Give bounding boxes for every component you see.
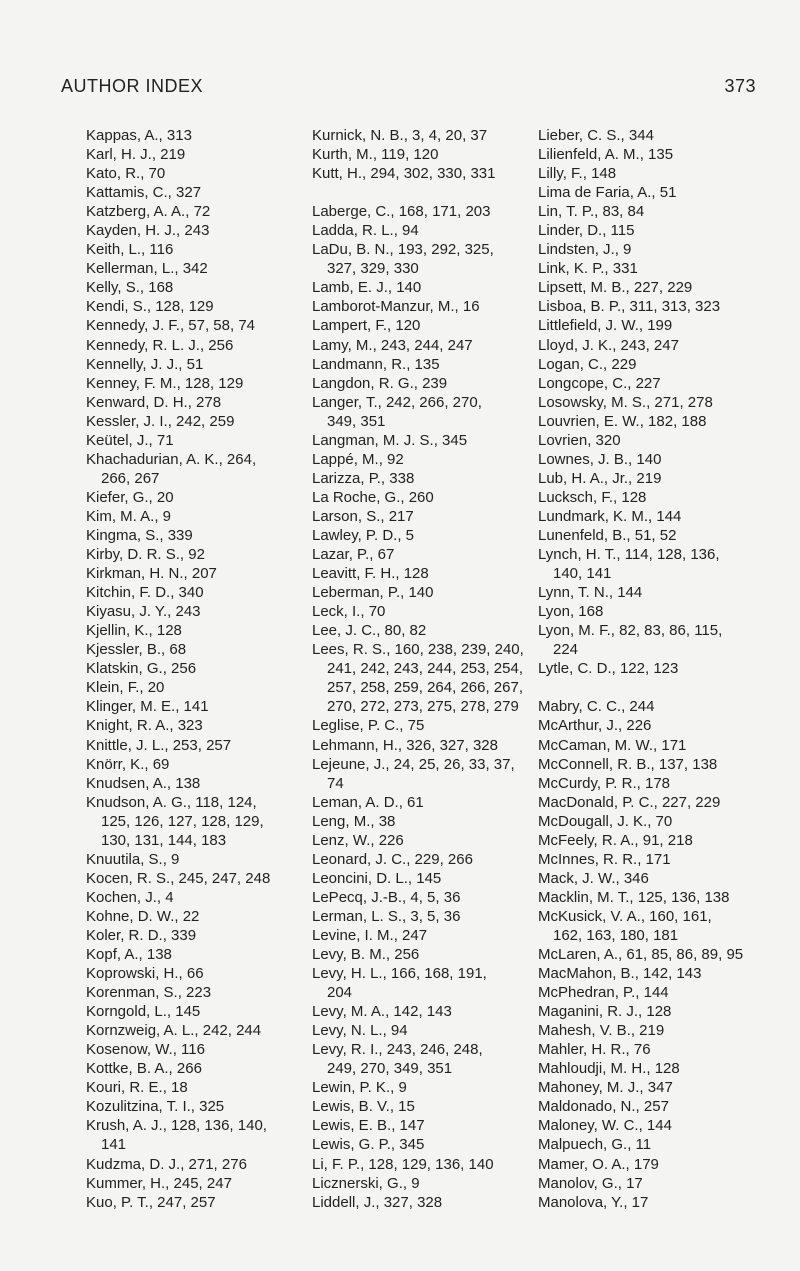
index-entry: Littlefield, J. W., 199 xyxy=(538,317,673,335)
index-entry: Kuo, P. T., 247, 257 xyxy=(86,1193,216,1211)
index-entry: Kiefer, G., 20 xyxy=(86,488,174,506)
index-entry: Lytle, C. D., 122, 123 xyxy=(538,660,679,678)
index-entry: McKusick, V. A., 160, 161, xyxy=(538,907,712,925)
index-entry: Lynch, H. T., 114, 128, 136, xyxy=(538,546,720,564)
index-entry-continuation: 141 xyxy=(101,1136,127,1154)
index-entry: McCaman, M. W., 171 xyxy=(538,736,687,754)
index-entry: Kennelly, J. J., 51 xyxy=(86,355,204,373)
running-title: AUTHOR INDEX xyxy=(61,76,204,96)
index-entry: Liddell, J., 327, 328 xyxy=(312,1193,443,1211)
index-entry-continuation: 162, 163, 180, 181 xyxy=(553,926,679,944)
index-entry: Mahesh, V. B., 219 xyxy=(538,1022,665,1040)
index-entry: Kendi, S., 128, 129 xyxy=(86,298,214,316)
index-entry: Kutt, H., 294, 302, 330, 331 xyxy=(312,165,496,183)
index-entry: McCurdy, P. R., 178 xyxy=(538,774,670,792)
index-entry: Lyon, 168 xyxy=(538,603,604,621)
index-entry: Lamy, M., 243, 244, 247 xyxy=(312,336,473,354)
index-entry: Kessler, J. I., 242, 259 xyxy=(86,412,235,430)
index-entry: Kottke, B. A., 266 xyxy=(86,1060,202,1078)
index-entry: Levine, I. M., 247 xyxy=(312,926,428,944)
index-entry: LaDu, B. N., 193, 292, 325, xyxy=(312,241,494,259)
index-entry: Lyon, M. F., 82, 83, 86, 115, xyxy=(538,622,723,640)
index-entry: Knight, R. A., 323 xyxy=(86,717,203,735)
index-entry: Karl, H. J., 219 xyxy=(86,146,186,164)
index-entry: Lehmann, H., 326, 327, 328 xyxy=(312,736,498,754)
index-entry: Kiyasu, J. Y., 243 xyxy=(86,603,201,621)
index-entry: Lee, J. C., 80, 82 xyxy=(312,622,427,640)
index-entry: Ladda, R. L., 94 xyxy=(312,222,419,240)
index-entry: Kattamis, C., 327 xyxy=(86,184,202,202)
index-entry-continuation: 130, 131, 144, 183 xyxy=(101,831,227,849)
index-entry: Kellerman, L., 342 xyxy=(86,260,208,278)
index-entry: Leavitt, F. H., 128 xyxy=(312,565,429,583)
index-entry: Khachadurian, A. K., 264, xyxy=(86,450,257,468)
index-entry: Leonard, J. C., 229, 266 xyxy=(312,850,473,868)
index-entry-continuation: 204 xyxy=(327,984,353,1002)
index-entry: Lilly, F., 148 xyxy=(538,165,617,183)
index-entry: Mahler, H. R., 76 xyxy=(538,1041,651,1059)
index-entry-continuation: 224 xyxy=(553,641,579,659)
index-entry: Malpuech, G., 11 xyxy=(538,1136,652,1154)
index-entry: Keütel, J., 71 xyxy=(86,431,174,449)
index-entry: Longcope, C., 227 xyxy=(538,374,661,392)
index-entry: Lynn, T. N., 144 xyxy=(538,584,643,602)
index-entry: Lerman, L. S., 3, 5, 36 xyxy=(312,907,461,925)
index-entry: Lewis, G. P., 345 xyxy=(312,1136,425,1154)
index-entry: Landmann, R., 135 xyxy=(312,355,440,373)
index-entry: Manolova, Y., 17 xyxy=(538,1193,649,1211)
page-number: 373 xyxy=(724,76,756,96)
index-entry: Levy, M. A., 142, 143 xyxy=(312,1003,452,1021)
index-entry: Kudzma, D. J., 271, 276 xyxy=(86,1155,247,1173)
index-entry: Krush, A. J., 128, 136, 140, xyxy=(86,1117,267,1135)
index-entry: Levy, B. M., 256 xyxy=(312,946,420,964)
index-entry: Link, K. P., 331 xyxy=(538,260,638,278)
index-entry: Mahoney, M. J., 347 xyxy=(538,1079,673,1097)
index-entry: Laberge, C., 168, 171, 203 xyxy=(312,203,491,221)
index-entry: Kenney, F. M., 128, 129 xyxy=(86,374,244,392)
index-entry-continuation: 74 xyxy=(327,774,344,792)
index-entry: Klinger, M. E., 141 xyxy=(86,698,209,716)
index-entry-continuation: 140, 141 xyxy=(553,565,612,583)
index-entry: Korenman, S., 223 xyxy=(86,984,212,1002)
index-entry: Lamborot-Manzur, M., 16 xyxy=(312,298,480,316)
index-entry: Kjessler, B., 68 xyxy=(86,641,187,659)
index-entry: Maloney, W. C., 144 xyxy=(538,1117,672,1135)
index-entry: Macklin, M. T., 125, 136, 138 xyxy=(538,888,730,906)
index-entry: Leman, A. D., 61 xyxy=(312,793,424,811)
index-entry: Mamer, O. A., 179 xyxy=(538,1155,659,1173)
index-column-1 xyxy=(86,126,331,1212)
index-entry: La Roche, G., 260 xyxy=(312,488,434,506)
index-entry: Lejeune, J., 24, 25, 26, 33, 37, xyxy=(312,755,515,773)
index-entry: Lawley, P. D., 5 xyxy=(312,526,414,544)
index-entry: Korngold, L., 145 xyxy=(86,1003,201,1021)
index-entry: Koler, R. D., 339 xyxy=(86,926,197,944)
index-entry: Lewis, B. V., 15 xyxy=(312,1098,415,1116)
index-entry: Mack, J. W., 346 xyxy=(538,869,649,887)
index-entry: McInnes, R. R., 171 xyxy=(538,850,671,868)
index-entry: Knörr, K., 69 xyxy=(86,755,170,773)
index-entry: Lundmark, K. M., 144 xyxy=(538,507,682,525)
index-entry: Logan, C., 229 xyxy=(538,355,637,373)
index-entry: McPhedran, P., 144 xyxy=(538,984,669,1002)
index-entry: Kurth, M., 119, 120 xyxy=(312,146,439,164)
index-entry: Lovrien, 320 xyxy=(538,431,621,449)
index-entry: Kjellin, K., 128 xyxy=(86,622,182,640)
index-entry: Levy, H. L., 166, 168, 191, xyxy=(312,965,487,983)
index-entry: Linder, D., 115 xyxy=(538,222,635,240)
index-entry: Kirby, D. R. S., 92 xyxy=(86,546,205,564)
index-entry: Keith, L., 116 xyxy=(86,241,174,259)
index-entry: Leng, M., 38 xyxy=(312,812,396,830)
index-entry: Lownes, J. B., 140 xyxy=(538,450,662,468)
index-entry: Kurnick, N. B., 3, 4, 20, 37 xyxy=(312,127,488,144)
index-entry: Klein, F., 20 xyxy=(86,679,165,697)
index-entry: Leglise, P. C., 75 xyxy=(312,717,425,735)
index-entry: Kennedy, J. F., 57, 58, 74 xyxy=(86,317,255,335)
index-entry: Kappas, A., 313 xyxy=(86,127,192,144)
index-entry: Leberman, P., 140 xyxy=(312,584,434,602)
index-entry: Levy, R. I., 243, 246, 248, xyxy=(312,1041,483,1059)
index-entry-continuation: 257, 258, 259, 264, 266, 267, xyxy=(327,679,524,697)
index-entry: Kennedy, R. L. J., 256 xyxy=(86,336,234,354)
index-entry: Lloyd, J. K., 243, 247 xyxy=(538,336,679,354)
index-entry: Leoncini, D. L., 145 xyxy=(312,869,442,887)
index-entry: Lima de Faria, A., 51 xyxy=(538,184,677,202)
index-entry: Kummer, H., 245, 247 xyxy=(86,1174,232,1192)
index-entry-continuation: 327, 329, 330 xyxy=(327,260,419,278)
index-entry: Lipsett, M. B., 227, 229 xyxy=(538,279,693,297)
index-entry: Levy, N. L., 94 xyxy=(312,1022,408,1040)
index-entry: Lisboa, B. P., 311, 313, 323 xyxy=(538,298,721,316)
index-entry: Larson, S., 217 xyxy=(312,507,414,525)
index-entry: Lub, H. A., Jr., 219 xyxy=(538,469,662,487)
index-entry: Lewis, E. B., 147 xyxy=(312,1117,425,1135)
index-entry: Klatskin, G., 256 xyxy=(86,660,197,678)
index-entry: McDougall, J. K., 70 xyxy=(538,812,673,830)
index-entry: Lees, R. S., 160, 238, 239, 240, xyxy=(312,641,524,659)
index-entry: LePecq, J.-B., 4, 5, 36 xyxy=(312,888,461,906)
index-entry: Lindsten, J., 9 xyxy=(538,241,632,259)
index-entry: Lazar, P., 67 xyxy=(312,546,395,564)
index-entry: Kirkman, H. N., 207 xyxy=(86,565,217,583)
index-entry: Katzberg, A. A., 72 xyxy=(86,203,211,221)
index-entry: Knudson, A. G., 118, 124, xyxy=(86,793,257,811)
index-entry: Langer, T., 242, 266, 270, xyxy=(312,393,482,411)
index-entry: Maldonado, N., 257 xyxy=(538,1098,669,1116)
index-entry: Kohne, D. W., 22 xyxy=(86,907,200,925)
index-entry: Lamb, E. J., 140 xyxy=(312,279,422,297)
index-entry: Licznerski, G., 9 xyxy=(312,1174,420,1192)
index-entry: Lunenfeld, B., 51, 52 xyxy=(538,526,677,544)
index-entry: Knudsen, A., 138 xyxy=(86,774,201,792)
index-entry: McConnell, R. B., 137, 138 xyxy=(538,755,718,773)
index-entry: MacMahon, B., 142, 143 xyxy=(538,965,702,983)
index-entry: McArthur, J., 226 xyxy=(538,717,652,735)
index-entry: Larizza, P., 338 xyxy=(312,469,415,487)
letter-gap xyxy=(538,678,783,697)
index-entry: Louvrien, E. W., 182, 188 xyxy=(538,412,707,430)
index-entry: Kelly, S., 168 xyxy=(86,279,174,297)
index-entry: Maganini, R. J., 128 xyxy=(538,1003,672,1021)
index-entry: Lieber, C. S., 344 xyxy=(538,127,654,144)
index-entry: McFeely, R. A., 91, 218 xyxy=(538,831,693,849)
index-entry: Kosenow, W., 116 xyxy=(86,1041,205,1059)
index-entry: Kato, R., 70 xyxy=(86,165,166,183)
index-entry: Losowsky, M. S., 271, 278 xyxy=(538,393,713,411)
index-entry: Lampert, F., 120 xyxy=(312,317,421,335)
index-entry-continuation: 125, 126, 127, 128, 129, xyxy=(101,812,264,830)
index-entry: Kopf, A., 138 xyxy=(86,946,172,964)
index-entry: Leck, I., 70 xyxy=(312,603,386,621)
index-entry-continuation: 349, 351 xyxy=(327,412,386,430)
index-entry: Knuutila, S., 9 xyxy=(86,850,180,868)
index-entry: Kenward, D. H., 278 xyxy=(86,393,222,411)
index-entry: Kornzweig, A. L., 242, 244 xyxy=(86,1022,262,1040)
index-entry: McLaren, A., 61, 85, 86, 89, 95 xyxy=(538,946,744,964)
index-entry: Kouri, R. E., 18 xyxy=(86,1079,188,1097)
index-entry-continuation: 270, 272, 273, 275, 278, 279 xyxy=(327,698,519,716)
index-entry: Kochen, J., 4 xyxy=(86,888,174,906)
index-entry: Li, F. P., 128, 129, 136, 140 xyxy=(312,1155,494,1173)
index-entry: Kocen, R. S., 245, 247, 248 xyxy=(86,869,271,887)
index-entry: Lewin, P. K., 9 xyxy=(312,1079,407,1097)
index-entry: Knittle, J. L., 253, 257 xyxy=(86,736,232,754)
index-entry: Kim, M. A., 9 xyxy=(86,507,172,525)
index-entry: MacDonald, P. C., 227, 229 xyxy=(538,793,721,811)
index-entry: Lappé, M., 92 xyxy=(312,450,404,468)
index-entry: Mahloudji, M. H., 128 xyxy=(538,1060,680,1078)
index-entry: Kozulitzina, T. I., 325 xyxy=(86,1098,225,1116)
index-entry: Mabry, C. C., 244 xyxy=(538,698,655,716)
index-entry: Langdon, R. G., 239 xyxy=(312,374,448,392)
index-entry: Manolov, G., 17 xyxy=(538,1174,643,1192)
index-entry: Lenz, W., 226 xyxy=(312,831,404,849)
letter-gap xyxy=(312,183,557,202)
index-entry: Lucksch, F., 128 xyxy=(538,488,647,506)
index-entry: Lin, T. P., 83, 84 xyxy=(538,203,645,221)
index-entry-continuation: 249, 270, 349, 351 xyxy=(327,1060,453,1078)
index-entry: Koprowski, H., 66 xyxy=(86,965,204,983)
index-entry: Kingma, S., 339 xyxy=(86,526,193,544)
index-entry-continuation: 266, 267 xyxy=(101,469,160,487)
index-entry: Langman, M. J. S., 345 xyxy=(312,431,468,449)
index-column-2 xyxy=(312,126,557,1212)
index-entry: Kayden, H. J., 243 xyxy=(86,222,210,240)
index-entry: Lilienfeld, A. M., 135 xyxy=(538,146,674,164)
index-column-3 xyxy=(538,126,783,1212)
index-entry: Kitchin, F. D., 340 xyxy=(86,584,204,602)
index-entry-continuation: 241, 242, 243, 244, 253, 254, xyxy=(327,660,524,678)
